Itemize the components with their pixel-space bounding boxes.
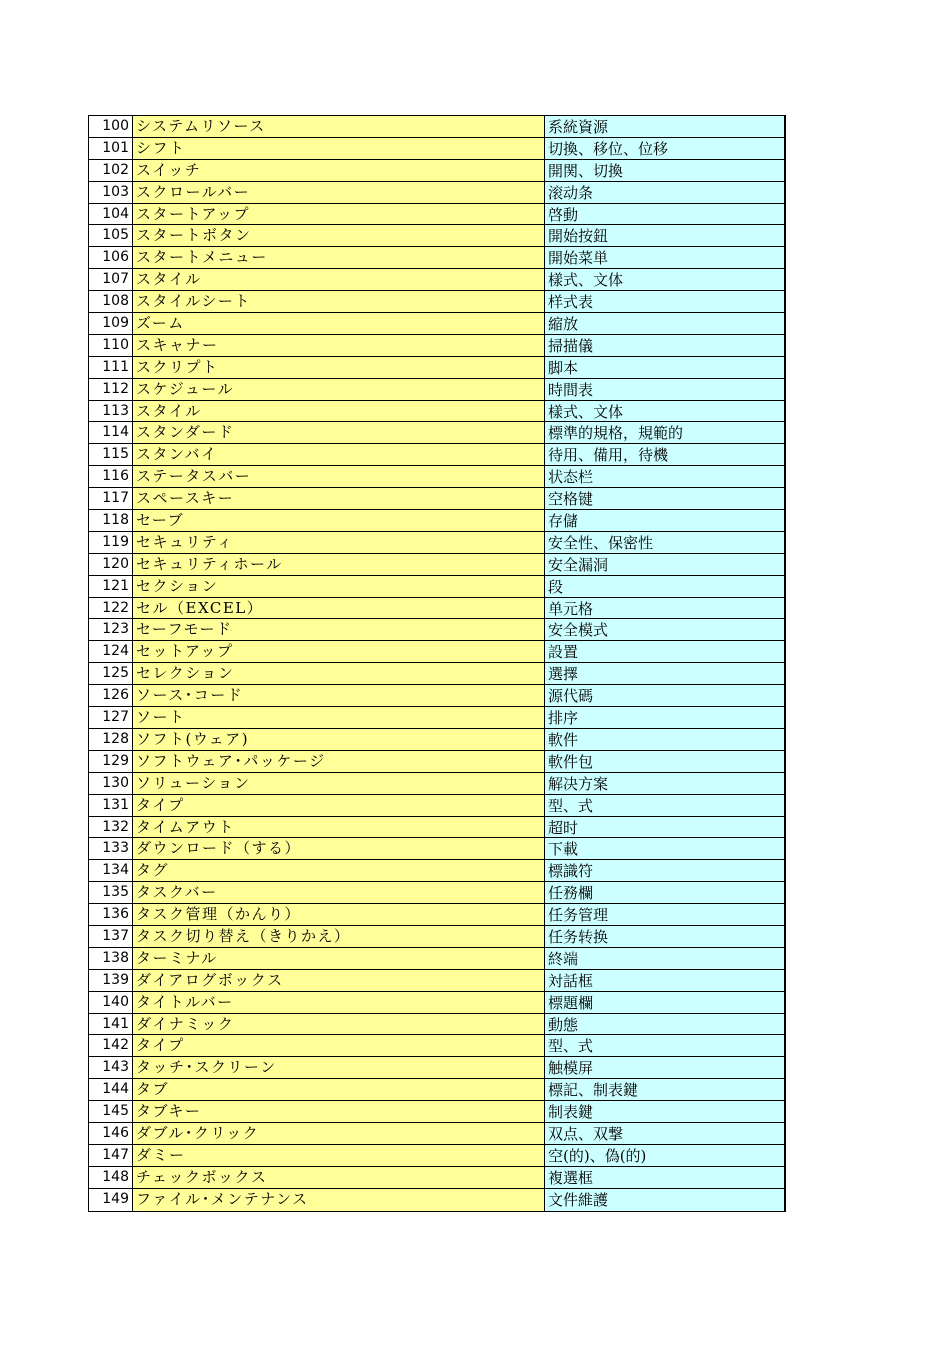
row-number-cell[interactable]: 109 xyxy=(89,313,133,334)
table-row xyxy=(89,1189,784,1211)
table-row xyxy=(89,401,784,423)
japanese-term-cell[interactable]: セーブ xyxy=(133,510,545,531)
japanese-term-cell[interactable]: タイプ xyxy=(133,795,545,816)
row-number-cell[interactable]: 127 xyxy=(89,707,133,728)
row-number-cell[interactable]: 140 xyxy=(89,992,133,1013)
japanese-term-cell[interactable]: スタートアップ xyxy=(133,204,545,225)
japanese-term-cell[interactable]: タッチ･スクリーン xyxy=(133,1057,545,1078)
row-number-cell[interactable]: 121 xyxy=(89,576,133,597)
row-number-cell[interactable]: 142 xyxy=(89,1035,133,1056)
chinese-term-cell[interactable]: 標記、制表鍵 xyxy=(545,1079,784,1100)
japanese-term-cell[interactable]: システムリソース xyxy=(133,116,545,137)
table-row xyxy=(89,247,784,269)
table-row xyxy=(89,1101,784,1123)
japanese-term-cell[interactable]: スキャナー xyxy=(133,335,545,356)
chinese-term-cell[interactable]: 動態 xyxy=(545,1014,784,1035)
chinese-term-cell[interactable]: 開始菜単 xyxy=(545,247,784,268)
row-number-cell[interactable]: 149 xyxy=(89,1189,133,1211)
table-row xyxy=(89,379,784,401)
table-row xyxy=(89,838,784,860)
chinese-term-cell[interactable]: 文件維護 xyxy=(545,1189,784,1211)
table-row xyxy=(89,313,784,335)
japanese-term-cell[interactable]: タスクバー xyxy=(133,882,545,903)
row-number-cell[interactable]: 130 xyxy=(89,773,133,794)
table-row xyxy=(89,116,784,138)
row-number-cell[interactable]: 112 xyxy=(89,379,133,400)
japanese-term-cell[interactable]: タイトルバー xyxy=(133,992,545,1013)
chinese-term-cell[interactable]: 選擇 xyxy=(545,663,784,684)
japanese-term-cell[interactable]: ズーム xyxy=(133,313,545,334)
japanese-term-cell[interactable]: ステータスバー xyxy=(133,466,545,487)
japanese-term-cell[interactable]: スタートメニュー xyxy=(133,247,545,268)
japanese-term-cell[interactable]: タスク管理（かんり） xyxy=(133,904,545,925)
chinese-term-cell[interactable]: 解决方案 xyxy=(545,773,784,794)
table-row xyxy=(89,554,784,576)
table-row xyxy=(89,817,784,839)
chinese-term-cell[interactable]: 触模屏 xyxy=(545,1057,784,1078)
japanese-term-cell[interactable]: シフト xyxy=(133,138,545,159)
japanese-term-cell[interactable]: ダミー xyxy=(133,1145,545,1166)
japanese-term-cell[interactable]: スクリプト xyxy=(133,357,545,378)
japanese-term-cell[interactable]: スイッチ xyxy=(133,160,545,181)
chinese-term-cell[interactable]: 待用、備用，待機 xyxy=(545,444,784,465)
japanese-term-cell[interactable]: スクロールバー xyxy=(133,182,545,203)
japanese-term-cell[interactable]: ダイナミック xyxy=(133,1014,545,1035)
row-number-cell[interactable]: 104 xyxy=(89,204,133,225)
table-row xyxy=(89,138,784,160)
chinese-term-cell[interactable]: 対話框 xyxy=(545,970,784,991)
table-row xyxy=(89,992,784,1014)
chinese-term-cell[interactable]: 存儲 xyxy=(545,510,784,531)
japanese-term-cell[interactable]: チェックボックス xyxy=(133,1167,545,1188)
japanese-term-cell[interactable]: ソート xyxy=(133,707,545,728)
chinese-term-cell[interactable]: 样式表 xyxy=(545,291,784,312)
row-number-cell[interactable]: 148 xyxy=(89,1167,133,1188)
row-number-cell[interactable]: 144 xyxy=(89,1079,133,1100)
chinese-term-cell[interactable]: 脚本 xyxy=(545,357,784,378)
japanese-term-cell[interactable]: タグ xyxy=(133,860,545,881)
chinese-term-cell[interactable]: 源代碼 xyxy=(545,685,784,706)
table-row xyxy=(89,510,784,532)
row-number-cell[interactable]: 105 xyxy=(89,225,133,246)
japanese-term-cell[interactable]: セキュリティホール xyxy=(133,554,545,575)
table-row xyxy=(89,795,784,817)
japanese-term-cell[interactable]: ダイアログボックス xyxy=(133,970,545,991)
chinese-term-cell[interactable]: 切換、移位、位移 xyxy=(545,138,784,159)
table-row xyxy=(89,619,784,641)
chinese-term-cell[interactable]: 任务管理 xyxy=(545,904,784,925)
japanese-term-cell[interactable]: セクション xyxy=(133,576,545,597)
japanese-term-cell[interactable]: スタンダード xyxy=(133,422,545,443)
row-number-cell[interactable]: 100 xyxy=(89,116,133,137)
chinese-term-cell[interactable]: 任務欄 xyxy=(545,882,784,903)
row-number-cell[interactable]: 147 xyxy=(89,1145,133,1166)
chinese-term-cell[interactable]: 超时 xyxy=(545,817,784,838)
table-row xyxy=(89,488,784,510)
chinese-term-cell[interactable]: 任务转换 xyxy=(545,926,784,947)
table-row xyxy=(89,1145,784,1167)
table-row xyxy=(89,663,784,685)
chinese-term-cell[interactable]: 時間表 xyxy=(545,379,784,400)
row-number-cell[interactable]: 129 xyxy=(89,751,133,772)
chinese-term-cell[interactable]: 標識符 xyxy=(545,860,784,881)
table-row xyxy=(89,357,784,379)
japanese-term-cell[interactable]: ダブル･クリック xyxy=(133,1123,545,1144)
table-row xyxy=(89,422,784,444)
row-number-cell[interactable]: 128 xyxy=(89,729,133,750)
chinese-term-cell[interactable]: 開関、切換 xyxy=(545,160,784,181)
chinese-term-cell[interactable]: 空格键 xyxy=(545,488,784,509)
table-row xyxy=(89,948,784,970)
row-number-cell[interactable]: 132 xyxy=(89,817,133,838)
chinese-term-cell[interactable]: 縮放 xyxy=(545,313,784,334)
row-number-cell[interactable]: 106 xyxy=(89,247,133,268)
japanese-term-cell[interactable]: セル（EXCEL） xyxy=(133,598,545,619)
row-number-cell[interactable]: 137 xyxy=(89,926,133,947)
chinese-term-cell[interactable]: 標準的規格，規範的 xyxy=(545,422,784,443)
row-number-cell[interactable]: 126 xyxy=(89,685,133,706)
japanese-term-cell[interactable]: ターミナル xyxy=(133,948,545,969)
chinese-term-cell[interactable]: 安全漏洞 xyxy=(545,554,784,575)
table-row xyxy=(89,751,784,773)
table-row xyxy=(89,904,784,926)
row-number-cell[interactable]: 116 xyxy=(89,466,133,487)
table-row xyxy=(89,160,784,182)
table-row xyxy=(89,598,784,620)
row-number-cell[interactable]: 114 xyxy=(89,422,133,443)
japanese-term-cell[interactable]: タブ xyxy=(133,1079,545,1100)
japanese-term-cell[interactable]: スケジュール xyxy=(133,379,545,400)
row-number-cell[interactable]: 122 xyxy=(89,598,133,619)
row-number-cell[interactable]: 107 xyxy=(89,269,133,290)
japanese-term-cell[interactable]: ダウンロード（する） xyxy=(133,838,545,859)
table-row xyxy=(89,1035,784,1057)
table-row xyxy=(89,444,784,466)
table-row xyxy=(89,1014,784,1036)
row-number-cell[interactable]: 145 xyxy=(89,1101,133,1122)
row-number-cell[interactable]: 118 xyxy=(89,510,133,531)
japanese-term-cell[interactable]: スタンバイ xyxy=(133,444,545,465)
row-number-cell[interactable]: 136 xyxy=(89,904,133,925)
chinese-term-cell[interactable]: 排序 xyxy=(545,707,784,728)
japanese-term-cell[interactable]: ソリューション xyxy=(133,773,545,794)
row-number-cell[interactable]: 117 xyxy=(89,488,133,509)
japanese-term-cell[interactable]: タブキー xyxy=(133,1101,545,1122)
chinese-term-cell[interactable]: 段 xyxy=(545,576,784,597)
japanese-term-cell[interactable]: スタートボタン xyxy=(133,225,545,246)
chinese-term-cell[interactable]: 下載 xyxy=(545,838,784,859)
chinese-term-cell[interactable]: 型、式 xyxy=(545,1035,784,1056)
japanese-term-cell[interactable]: セットアップ xyxy=(133,641,545,662)
table-row xyxy=(89,685,784,707)
chinese-term-cell[interactable]: 系統資源 xyxy=(545,116,784,137)
glossary-table xyxy=(88,115,786,1212)
table-row xyxy=(89,335,784,357)
chinese-term-cell[interactable]: 軟件 xyxy=(545,729,784,750)
chinese-term-cell[interactable]: 型、式 xyxy=(545,795,784,816)
table-row xyxy=(89,1167,784,1189)
row-number-cell[interactable]: 124 xyxy=(89,641,133,662)
table-row xyxy=(89,1123,784,1145)
row-number-cell[interactable]: 139 xyxy=(89,970,133,991)
row-number-cell[interactable]: 115 xyxy=(89,444,133,465)
table-row xyxy=(89,466,784,488)
japanese-term-cell[interactable]: ソフト(ウェア) xyxy=(133,729,545,750)
row-number-cell[interactable]: 125 xyxy=(89,663,133,684)
row-number-cell[interactable]: 133 xyxy=(89,838,133,859)
row-number-cell[interactable]: 101 xyxy=(89,138,133,159)
japanese-term-cell[interactable]: タイプ xyxy=(133,1035,545,1056)
row-number-cell[interactable]: 108 xyxy=(89,291,133,312)
chinese-term-cell[interactable]: 安全模式 xyxy=(545,619,784,640)
row-number-cell[interactable]: 146 xyxy=(89,1123,133,1144)
chinese-term-cell[interactable]: 樣式、文体 xyxy=(545,269,784,290)
table-row xyxy=(89,860,784,882)
table-row xyxy=(89,1079,784,1101)
chinese-term-cell[interactable]: 掃描儀 xyxy=(545,335,784,356)
chinese-term-cell[interactable]: 安全性、保密性 xyxy=(545,532,784,553)
row-number-cell[interactable]: 102 xyxy=(89,160,133,181)
table-row xyxy=(89,182,784,204)
row-number-cell[interactable]: 103 xyxy=(89,182,133,203)
table-row xyxy=(89,204,784,226)
chinese-term-cell[interactable]: 状态栏 xyxy=(545,466,784,487)
row-number-cell[interactable]: 120 xyxy=(89,554,133,575)
japanese-term-cell[interactable]: セキュリティ xyxy=(133,532,545,553)
chinese-term-cell[interactable]: 单元格 xyxy=(545,598,784,619)
row-number-cell[interactable]: 111 xyxy=(89,357,133,378)
japanese-term-cell[interactable]: スタイルシート xyxy=(133,291,545,312)
table-row xyxy=(89,1057,784,1079)
japanese-term-cell[interactable]: セレクション xyxy=(133,663,545,684)
row-number-cell[interactable]: 135 xyxy=(89,882,133,903)
table-row xyxy=(89,707,784,729)
row-number-cell[interactable]: 138 xyxy=(89,948,133,969)
table-row xyxy=(89,773,784,795)
chinese-term-cell[interactable]: 制表鍵 xyxy=(545,1101,784,1122)
japanese-term-cell[interactable]: セーフモード xyxy=(133,619,545,640)
japanese-term-cell[interactable]: スタイル xyxy=(133,401,545,422)
chinese-term-cell[interactable]: 終端 xyxy=(545,948,784,969)
japanese-term-cell[interactable]: スペースキー xyxy=(133,488,545,509)
row-number-cell[interactable]: 119 xyxy=(89,532,133,553)
chinese-term-cell[interactable]: 設置 xyxy=(545,641,784,662)
table-row xyxy=(89,291,784,313)
table-row xyxy=(89,641,784,663)
japanese-term-cell[interactable]: ファイル･メンテナンス xyxy=(133,1189,545,1211)
chinese-term-cell[interactable]: 啓動 xyxy=(545,204,784,225)
row-number-cell[interactable]: 141 xyxy=(89,1014,133,1035)
chinese-term-cell[interactable]: 双点、双撃 xyxy=(545,1123,784,1144)
table-row xyxy=(89,729,784,751)
table-row xyxy=(89,225,784,247)
japanese-term-cell[interactable]: ソフトウェア･パッケージ xyxy=(133,751,545,772)
table-row xyxy=(89,970,784,992)
japanese-term-cell[interactable]: ソース･コード xyxy=(133,685,545,706)
chinese-term-cell[interactable]: 標題欄 xyxy=(545,992,784,1013)
row-number-cell[interactable]: 110 xyxy=(89,335,133,356)
japanese-term-cell[interactable]: タスク切り替え（きりかえ） xyxy=(133,926,545,947)
table-row xyxy=(89,532,784,554)
chinese-term-cell[interactable]: 軟件包 xyxy=(545,751,784,772)
table-row xyxy=(89,882,784,904)
table-row xyxy=(89,576,784,598)
chinese-term-cell[interactable]: 滚动条 xyxy=(545,182,784,203)
table-row xyxy=(89,926,784,948)
chinese-term-cell[interactable]: 空(的)、偽(的) xyxy=(545,1145,784,1166)
chinese-term-cell[interactable]: 複選框 xyxy=(545,1167,784,1188)
japanese-term-cell[interactable]: タイムアウト xyxy=(133,817,545,838)
chinese-term-cell[interactable]: 開始按鈕 xyxy=(545,225,784,246)
chinese-term-cell[interactable]: 樣式、文体 xyxy=(545,401,784,422)
table-row xyxy=(89,269,784,291)
row-number-cell[interactable]: 131 xyxy=(89,795,133,816)
row-number-cell[interactable]: 113 xyxy=(89,401,133,422)
japanese-term-cell[interactable]: スタイル xyxy=(133,269,545,290)
row-number-cell[interactable]: 143 xyxy=(89,1057,133,1078)
row-number-cell[interactable]: 134 xyxy=(89,860,133,881)
row-number-cell[interactable]: 123 xyxy=(89,619,133,640)
